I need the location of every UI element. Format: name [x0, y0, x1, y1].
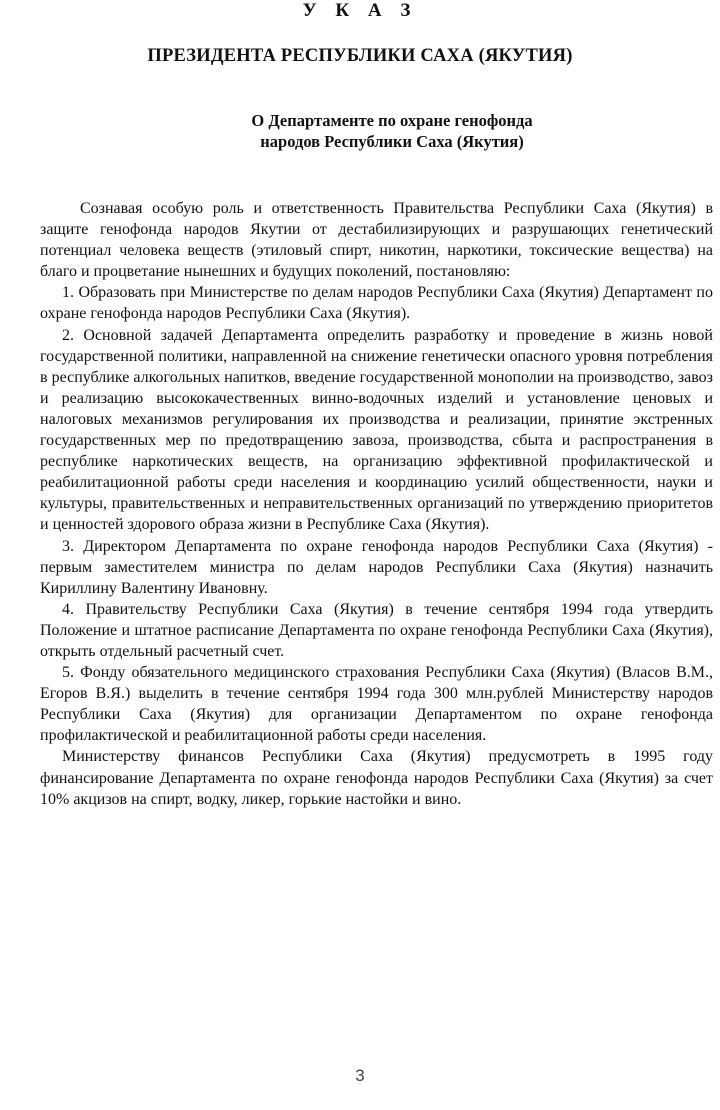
- paragraph-item-4: 4. Правительству Республики Саха (Якутия) в течение сентября 1994 года утвердить Положение и штатное расписание Департамента по охране генофонда Республики Саха (Якутия), открыть отдельный расчетный счет.: [40, 600, 713, 660]
- paragraph-preamble: Сознавая особую роль и ответственность Правительства Республики Саха (Якутия) в защите генофонда народов Якутии от дестабилизирующих и разрушающих генетический потенциал человека веществ (этиловый спирт, никотин, наркотики, токсические вещества) на благо и процветание нынешних и будущих поколений, постановляю:: [40, 200, 713, 281]
- decree-heading: [0, 110, 720, 152]
- decree-body: [40, 198, 713, 810]
- document-subtitle: ПРЕЗИДЕНТА РЕСПУБЛИКИ САХА (ЯКУТИЯ): [147, 46, 573, 66]
- document-title: У К А З: [302, 0, 418, 21]
- decree-heading-line-1: О Департаменте по охране генофонда: [251, 111, 533, 130]
- paragraph-item-5: 5. Фонду обязательного медицинского страхования Республики Саха (Якутия) (Власов В.М., Егоров В.Я.) выделить в течение сентября 1994 года 300 млн.рублей Министерству народов Республики Саха (Якутия) для организации Департаментом по охране генофонда профилактической и реабилитационной работы среди населения.: [40, 664, 713, 745]
- paragraph-item-2: 2. Основной задачей Департамента определить разработку и проведение в жизнь новой государственной политики, направленной на снижение генетически опасного уровня потребления в республике алкогольных напитков, введение государственной монополии на производство, завоз и реализацию высококачественных винно-водочных изделий и установление ценовых и налоговых механизмов регулирования их производства и реализации, принятие экстренных государственных мер по предотвращению завоза, производства, сбыта и распространения в республике наркотических веществ, на организацию эффективной профилактической и реабилитационной работы среди населения и координацию усилий общественности, науки и культуры, правительственных и неправительственных организаций по утверждению приоритетов и ценностей здорового образа жизни в Республике Саха (Якутия).: [40, 326, 713, 534]
- page-number: 3: [355, 1066, 365, 1085]
- decree-heading-line-2: народов Республики Саха (Якутия): [260, 132, 524, 151]
- paragraph-finance: Министерству финансов Республики Саха (Якутия) предусмотреть в 1995 году финансирование Департамента по охране генофонда народов Республики Саха (Якутия) за счет 10% акцизов на спирт, водку, ликер, горькие настойки и вино.: [40, 748, 713, 808]
- paragraph-item-3: 3. Директором Департамента по охране генофонда народов Республики Саха (Якутия) - первым заместителем министра по делам народов Республики Саха (Якутия) назначить Кириллину Валентину Ивановну.: [40, 537, 713, 597]
- paragraph-item-1: 1. Образовать при Министерстве по делам народов Республики Саха (Якутия) Департамент по охране генофонда народов Республики Саха (Якутия).: [40, 284, 713, 323]
